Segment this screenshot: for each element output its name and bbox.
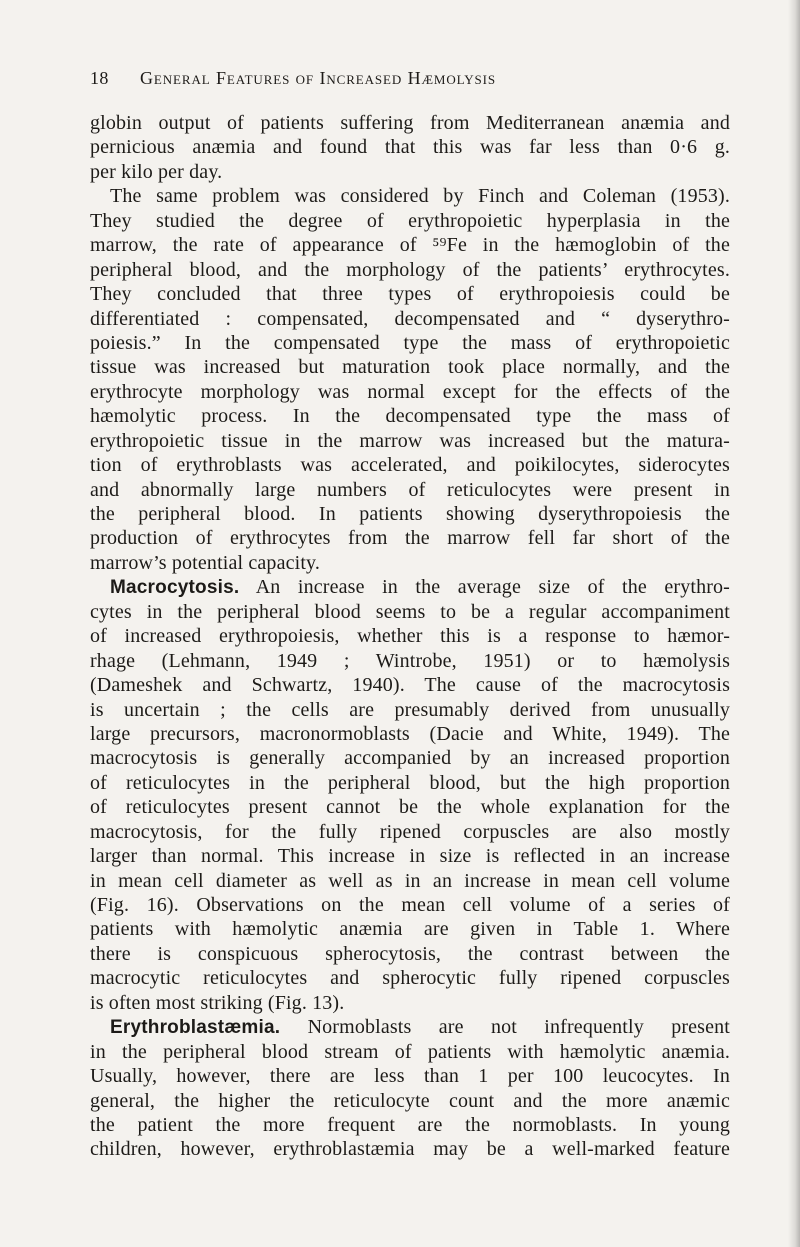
text-line [90, 1064, 730, 1088]
line-text: marrow, the rate of appearance of ⁵⁹Fe in the hæmoglobin of the [90, 234, 730, 257]
line-text: hæmolytic process. In the decompensated type the mass of [90, 405, 730, 428]
line-text: They concluded that three types of erythropoiesis could be [90, 283, 730, 306]
text-line [90, 869, 730, 893]
line-text: is uncertain ; the cells are presumably derived from unusually [90, 698, 730, 721]
text-line [90, 1040, 730, 1064]
text-line [90, 966, 730, 990]
line-text: marrow’s potential capacity. [90, 551, 321, 574]
text-line [90, 526, 730, 550]
text-line [90, 624, 730, 648]
line-text: children, however, erythroblastæmia may be a well-marked feature [90, 1138, 730, 1161]
text-line [90, 649, 730, 673]
line-text: (Fig. 16). Observations on the mean cell volume of a series of [90, 894, 730, 916]
line-text: An increase in the average size of the erythro- [239, 576, 730, 599]
text-line [90, 991, 730, 1015]
text-line [90, 282, 730, 306]
text-line [90, 453, 730, 477]
text-line [90, 404, 730, 428]
line-text: poiesis.” In the compensated type the mass of erythropoietic [90, 331, 730, 354]
page-number: 18 [90, 68, 109, 88]
text-line [90, 844, 730, 868]
line-text: macrocytic reticulocytes and spherocytic fully ripened corpuscles [90, 967, 730, 990]
text-line [90, 575, 730, 599]
line-text: Usually, however, there are less than 1 per 100 leucocytes. In [90, 1065, 730, 1088]
line-text: (Dameshek and Schwartz, 1940). The cause of the macrocytosis [90, 674, 730, 697]
running-head [90, 68, 730, 89]
text-line [90, 771, 730, 795]
line-text: cytes in the peripheral blood seems to be a regular accompaniment [90, 600, 730, 623]
text-line [90, 1015, 730, 1039]
chapter-title: General Features of Increased Hæmolysis [140, 68, 496, 88]
text-line [90, 893, 730, 917]
text-line [90, 380, 730, 404]
text-line [90, 722, 730, 746]
text-line [90, 502, 730, 526]
line-text: rhage (Lehmann, 1949 ; Wintrobe, 1951) or to hæmolysis [90, 649, 730, 672]
line-text: tissue was increased but maturation took place normally, and the [90, 356, 730, 379]
text-line [90, 135, 730, 159]
line-text: peripheral blood, and the morphology of the patients’ erythrocytes. [90, 258, 730, 281]
text-line [90, 795, 730, 819]
line-text: the patient the more frequent are the normoblasts. In young [90, 1113, 730, 1136]
line-text: there is conspicuous spherocytosis, the contrast between the [90, 942, 730, 965]
text-line [90, 331, 730, 355]
line-text: production of erythrocytes from the marrow fell far short of the [90, 527, 730, 550]
text-line [90, 942, 730, 966]
text-line [90, 355, 730, 379]
text-line [90, 917, 730, 941]
line-text: pernicious anæmia and found that this was far less than 0·6 g. [90, 136, 730, 159]
line-text: erythropoietic tissue in the marrow was increased but the matura- [90, 429, 730, 452]
line-text: erythrocyte morphology was normal except for the effects of the [90, 380, 730, 403]
text-line [90, 551, 730, 575]
text-line [90, 307, 730, 331]
line-text: of reticulocytes in the peripheral blood, but the high proportion [90, 771, 730, 794]
text-line [90, 233, 730, 257]
line-text: and abnormally large numbers of reticulocytes were present in [90, 478, 730, 501]
line-text: patients with hæmolytic anæmia are given in Table 1. Where [90, 918, 730, 941]
text-line [90, 111, 730, 135]
text-line [90, 600, 730, 624]
line-text: general, the higher the reticulocyte count and the more anæmic [90, 1089, 730, 1112]
line-text: macrocytosis is generally accompanied by an increased proportion [90, 747, 730, 770]
text-line [90, 184, 730, 208]
text-line [90, 820, 730, 844]
line-text: in mean cell diameter as well as in an increase in mean cell volume [90, 869, 730, 892]
section-heading: Erythroblastæmia. [110, 1017, 281, 1039]
text-line [90, 160, 730, 184]
line-text: Normoblasts are not infrequently present [280, 1016, 730, 1039]
text-line [90, 258, 730, 282]
line-text: in the peripheral blood stream of patients with hæmolytic anæmia. [90, 1040, 730, 1063]
text-line [90, 1137, 730, 1161]
line-text: macrocytosis, for the fully ripened corpuscles are also mostly [90, 820, 730, 843]
text-line [90, 698, 730, 722]
text-line [90, 1113, 730, 1137]
section-heading: Macrocytosis. [110, 577, 240, 599]
line-text: tion of erythroblasts was accelerated, and poikilocytes, siderocytes [90, 454, 730, 477]
body-text [90, 111, 730, 1162]
text-line [90, 429, 730, 453]
text-line [90, 746, 730, 770]
line-text: is often most striking (Fig. 13). [90, 991, 345, 1014]
text-line [90, 478, 730, 502]
line-text: of reticulocytes present cannot be the whole explanation for the [90, 796, 730, 819]
line-text: They studied the degree of erythropoietic hyperplasia in the [90, 209, 730, 232]
page-edge-shadow [788, 0, 800, 1247]
line-text: globin output of patients suffering from Mediterranean anæmia and [90, 112, 730, 134]
line-text: of increased erythropoiesis, whether this is a response to hæmor- [90, 625, 730, 648]
line-text: large precursors, macronormoblasts (Dacie and White, 1949). The [90, 722, 730, 745]
line-text: larger than normal. This increase in size is reflected in an increase [90, 845, 730, 868]
line-text: the peripheral blood. In patients showing dyserythropoiesis the [90, 503, 730, 525]
line-text: per kilo per day. [90, 160, 223, 183]
text-line [90, 1089, 730, 1113]
text-line [90, 673, 730, 697]
text-line [90, 209, 730, 233]
line-text: The same problem was considered by Finch and Coleman (1953). [110, 185, 730, 208]
line-text: differentiated : compensated, decompensated and “ dyserythro- [90, 307, 730, 330]
